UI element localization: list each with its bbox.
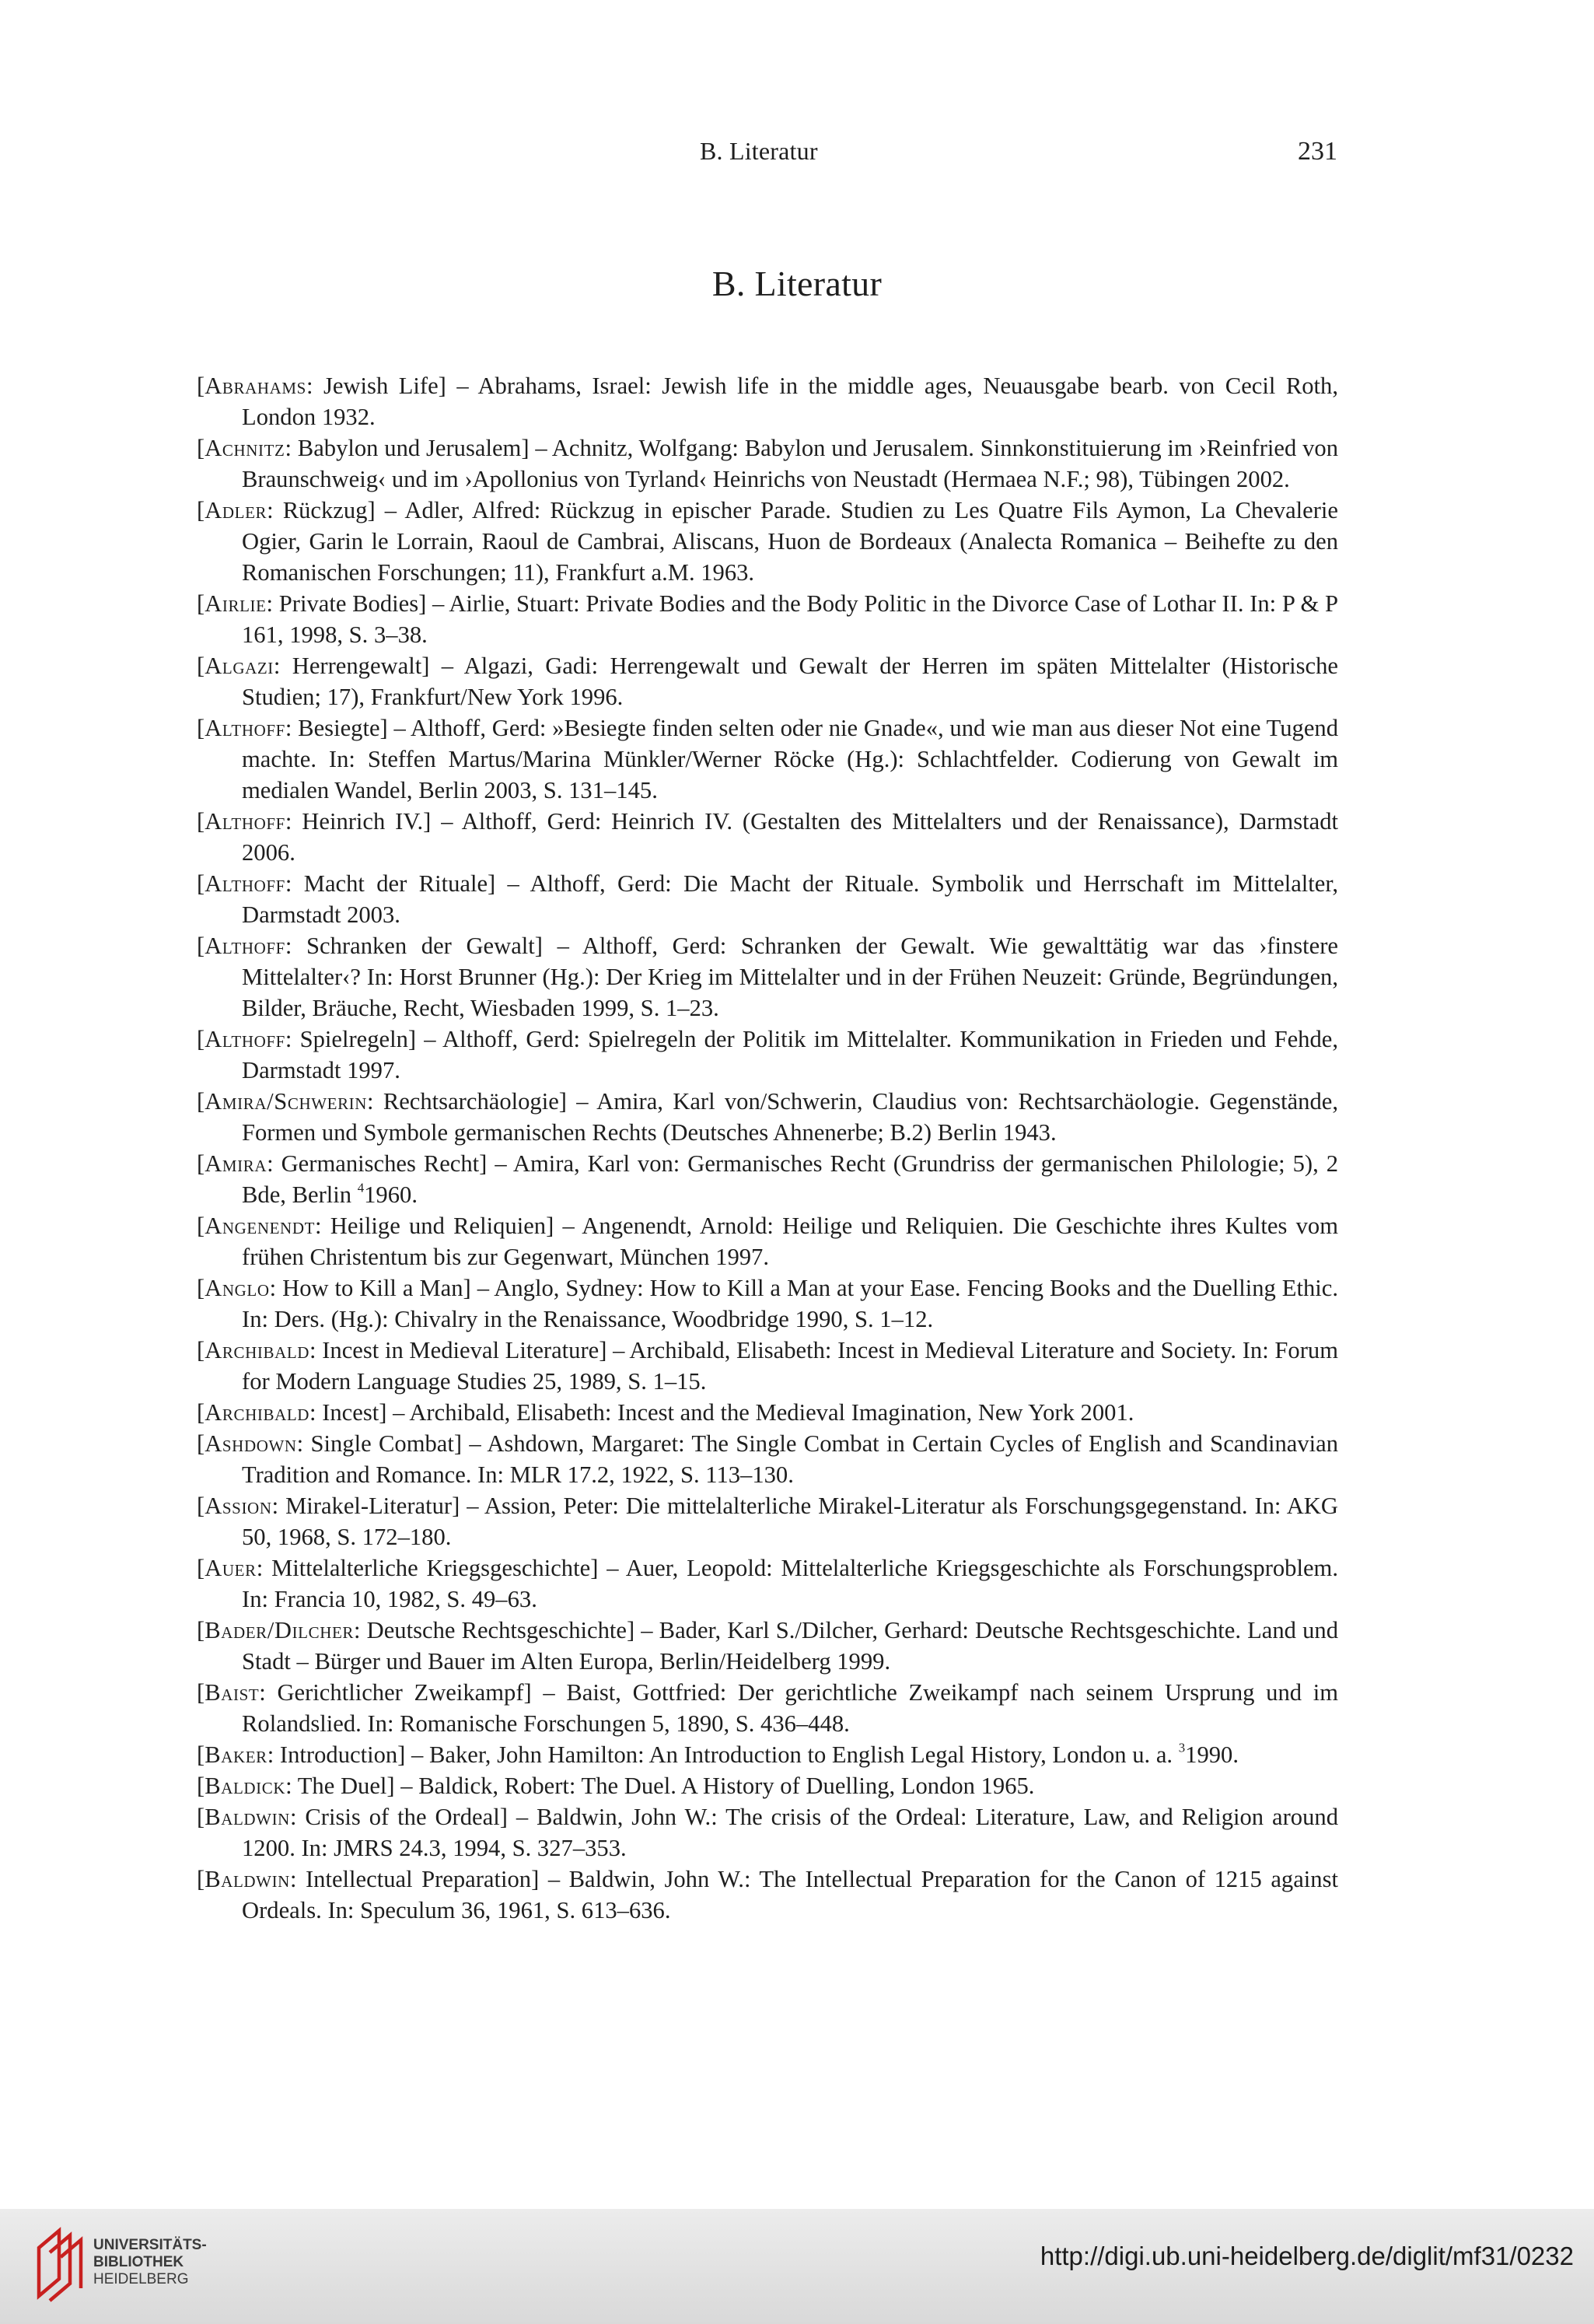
edition-superscript: 3 [1178, 1740, 1186, 1755]
entry-citation: – Althoff, Gerd: Schranken der Gewalt. Wie gewalttätig war das ›finstere Mittelalter‹? In: Horst Brunner (Hg.): Der Krieg im Mittelalter und in der Frühen Neuzeit: Gründe, Begründungen, Bilder, Bräuche, Recht, Wiesbaden 1999, S. 1–23. [242, 933, 1338, 1021]
bibliography-entry: [Althoff: Spielregeln] – Althoff, Gerd: Spielregeln der Politik im Mittelalter. Kommunikation in Frieden und Fehde, Darmstadt 1997. [197, 1026, 1338, 1083]
bibliography-entry: [Baldwin: Intellectual Preparation] – Baldwin, John W.: The Intellectual Preparation for the Canon of 1215 against Ordeals. In: Speculum 36, 1961, S. 613–636. [197, 1866, 1338, 1923]
entry-author-key: Airlie [204, 590, 267, 617]
entry-citation: – Althoff, Gerd: Spielregeln der Politik im Mittelalter. Kommunikation in Frieden und Fehde, Darmstadt 1997. [242, 1026, 1338, 1083]
entry-author-key: Althoff [204, 870, 285, 897]
bibliography-entry: [Airlie: Private Bodies] – Airlie, Stuart: Private Bodies and the Body Politic in the Divorce Case of Lothar II. In: P & P 161, 1998, S. 3–38. [197, 590, 1338, 648]
footer-band [0, 2209, 1594, 2324]
entry-citation: – Baldwin, John W.: The Intellectual Preparation for the Canon of 1215 against Ordeals. In: Speculum 36, 1961, S. 613–636. [242, 1866, 1338, 1923]
entry-short-title: : Incest] [309, 1399, 387, 1426]
library-name-line: UNIVERSITÄTS- [93, 2237, 207, 2253]
entry-short-title: : Heilige und Reliquien] [315, 1213, 554, 1239]
entry-author-key: Althoff [204, 1026, 285, 1052]
entry-citation: – Baldick, Robert: The Duel. A History of Duelling, London 1965. [394, 1773, 1035, 1799]
entry-citation: – Algazi, Gadi: Herrengewalt und Gewalt der Herren im späten Mittelalter (Historische Studien; 17), Frankfurt/New York 1996. [242, 653, 1338, 710]
entry-author-key: Abrahams [204, 373, 306, 399]
bibliography-entry: [Achnitz: Babylon und Jerusalem] – Achnitz, Wolfgang: Babylon und Jerusalem. Sinnkonstituierung im ›Reinfried von Braunschweig‹ und im ›Apollonius von Tyrland‹ Heinrichs von Neustadt (Hermaea N.F.; 98), Tübingen 2002. [197, 435, 1338, 492]
entry-short-title: : Heinrich IV.] [285, 808, 432, 835]
bibliography-entry: [Archibald: Incest] – Archibald, Elisabeth: Incest and the Medieval Imagination, New York 2001. [197, 1399, 1134, 1426]
entry-short-title: : Macht der Rituale] [285, 870, 496, 897]
entry-author-key: Althoff [204, 933, 285, 959]
bibliography-entry: [Bader/Dilcher: Deutsche Rechtsgeschichte] – Bader, Karl S./Dilcher, Gerhard: Deutsche Rechtsgeschichte. Land und Stadt – Bürger und Bauer im Alten Europa, Berlin/Heidelberg 1999. [197, 1617, 1338, 1675]
entry-short-title: : Private Bodies] [266, 590, 427, 617]
entry-author-key: Algazi [204, 653, 274, 679]
entry-short-title: : Jewish Life] [306, 373, 446, 399]
entry-citation: – Achnitz, Wolfgang: Babylon und Jerusalem. Sinnkonstituierung im ›Reinfried von Braunschweig‹ und im ›Apollonius von Tyrland‹ Heinrichs von Neustadt (Hermaea N.F.; 98), Tübingen 2002. [242, 435, 1338, 492]
bibliography-entry: [Angenendt: Heilige und Reliquien] – Angenendt, Arnold: Heilige und Reliquien. Die Geschichte ihres Kultes vom frühen Christentum bis zur Gegenwart, München 1997. [197, 1213, 1339, 1270]
entry-citation: – Althoff, Gerd: Heinrich IV. (Gestalten des Mittelalters und der Renaissance), Darmstadt 2006. [242, 808, 1338, 866]
entry-short-title: : Mirakel-Literatur] [271, 1493, 460, 1519]
entry-short-title: : Babylon und Jerusalem] [285, 435, 530, 461]
entry-author-key: Assion [204, 1493, 272, 1519]
entry-author-key: Althoff [204, 715, 285, 741]
entry-author-key: Angenendt [204, 1213, 316, 1239]
source-url-link[interactable]: http://digi.ub.uni-heidelberg.de/diglit/mf31/0232 [1040, 2242, 1574, 2270]
bibliography-entry: [Algazi: Herrengewalt] – Algazi, Gadi: Herrengewalt und Gewalt der Herren im späten Mittelalter (Historische Studien; 17), Frankfurt/New York 1996. [197, 653, 1338, 710]
entry-citation: – Althoff, Gerd: Die Macht der Rituale. Symbolik und Herrschaft im Mittelalter, Darmstadt 2003. [242, 870, 1338, 928]
entry-short-title: : Single Combat] [296, 1430, 463, 1457]
edition-superscript: 4 [357, 1180, 365, 1195]
bibliography-entry: [Amira/Schwerin: Rechtsarchäologie] – Amira, Karl von/Schwerin, Claudius von: Rechtsarchäologie. Gegenstände, Formen und Symbole germanischen Rechts (Deutsches Ahnenerbe; B.2) Berlin 1943. [197, 1088, 1339, 1146]
bibliography-entry: [Auer: Mittelalterliche Kriegsgeschichte] – Auer, Leopold: Mittelalterliche Kriegsgeschichte als Forschungsproblem. In: Francia 10, 1982, S. 49–63. [197, 1555, 1339, 1612]
entry-citation: – Archibald, Elisabeth: Incest and the Medieval Imagination, New York 2001. [386, 1399, 1134, 1426]
entry-short-title: : Besiegte] [285, 715, 388, 741]
entry-short-title: : How to Kill a Man] [269, 1275, 471, 1301]
entry-citation: – Bader, Karl S./Dilcher, Gerhard: Deutsche Rechtsgeschichte. Land und Stadt – Bürger und Bauer im Alten Europa, Berlin/Heidelberg 1999. [242, 1617, 1338, 1675]
entry-short-title: : Spielregeln] [285, 1026, 417, 1052]
entry-short-title: : Gerichtlicher Zweikampf] [259, 1679, 532, 1706]
entry-short-title: : Deutsche Rechtsgeschichte] [354, 1617, 635, 1643]
entry-short-title: : Rechtsarchäologie] [367, 1088, 567, 1115]
entry-author-key: Baldwin [204, 1866, 290, 1892]
library-name-line: BIBLIOTHEK [93, 2254, 184, 2270]
entry-citation-end: 1990. [1185, 1741, 1239, 1768]
entry-citation: – Althoff, Gerd: »Besiegte finden selten oder nie Gnade«, und wie man aus dieser Not eine Tugend machte. In: Steffen Martus/Marina Münkler/Werner Röcke (Hg.): Schlachtfelder. Codierung von Gewalt im medialen Wandel, Berlin 2003, S. 131–145. [242, 715, 1338, 803]
entry-author-key: Auer [204, 1555, 257, 1581]
entry-citation: – Baist, Gottfried: Der gerichtliche Zweikampf nach seinem Ursprung und im Rolandslied. In: Romanische Forschungen 5, 1890, S. 436–448. [242, 1679, 1338, 1737]
entry-author-key: Baldick [204, 1773, 286, 1799]
entry-short-title: : Crisis of the Ordeal] [289, 1804, 508, 1830]
entry-citation: – Baker, John Hamilton: An Introduction to English Legal History, London u. a. [405, 1741, 1179, 1768]
entry-citation: – Assion, Peter: Die mittelalterliche Mirakel-Literatur als Forschungsgegenstand. In: AKG 50, 1968, S. 172–180. [242, 1493, 1338, 1550]
section-title: B. Literatur [711, 264, 883, 303]
bibliography-entry: [Baist: Gerichtlicher Zweikampf] – Baist, Gottfried: Der gerichtliche Zweikampf nach seinem Ursprung und im Rolandslied. In: Romanische Forschungen 5, 1890, S. 436–448. [197, 1679, 1338, 1737]
entry-citation: – Ashdown, Margaret: The Single Combat in Certain Cycles of English and Scandinavian Tradition and Romance. In: MLR 17.2, 1922, S. 113–130. [242, 1430, 1338, 1488]
entry-author-key: Anglo [204, 1275, 270, 1301]
entry-author-key: Baist [204, 1679, 260, 1706]
entry-short-title: : Mittelalterliche Kriegsgeschichte] [256, 1555, 599, 1581]
entry-author-key: Amira [204, 1150, 267, 1177]
running-title: B. Literatur [700, 137, 818, 165]
library-logo-icon [36, 2224, 87, 2302]
entry-short-title: : Intellectual Preparation] [289, 1866, 540, 1892]
entry-citation: – Auer, Leopold: Mittelalterliche Kriegsgeschichte als Forschungsproblem. In: Francia 10, 1982, S. 49–63. [242, 1555, 1339, 1612]
entry-author-key: Adler [204, 497, 267, 523]
library-name-line: HEIDELBERG [93, 2271, 189, 2287]
bibliography-entry: [Baker: Introduction] – Baker, John Hamilton: An Introduction to English Legal History, London u. a. $^3$1990. [197, 1740, 1239, 1768]
entry-author-key: Bader/Dilcher [204, 1617, 354, 1643]
library-name [93, 2237, 207, 2288]
bibliography-entry: [Althoff: Heinrich IV.] – Althoff, Gerd: Heinrich IV. (Gestalten des Mittelalters und der Renaissance), Darmstadt 2006. [197, 808, 1338, 866]
bibliography-entry: [Amira: Germanisches Recht] – Amira, Karl von: Germanisches Recht (Grundriss der germanischen Philologie; 5), 2 Bde, Berlin $^4$1960. [197, 1150, 1338, 1208]
bibliography-entry: [Baldwin: Crisis of the Ordeal] – Baldwin, John W.: The crisis of the Ordeal: Literature, Law, and Religion around 1200. In: JMRS 24.3, 1994, S. 327–353. [197, 1804, 1338, 1861]
bibliography-entry: [Althoff: Schranken der Gewalt] – Althoff, Gerd: Schranken der Gewalt. Wie gewalttätig war das ›finstere Mittelalter‹? In: Horst Brunner (Hg.): Der Krieg im Mittelalter und in der Frühen Neuzeit: Gründe, Begründungen, Bilder, Bräuche, Recht, Wiesbaden 1999, S. 1–23. [197, 933, 1338, 1021]
bibliography-entry: [Abrahams: Jewish Life] – Abrahams, Israel: Jewish life in the middle ages, Neuausgabe bearb. von Cecil Roth, London 1932. [197, 373, 1338, 430]
entry-short-title: : Schranken der Gewalt] [285, 933, 543, 959]
entry-short-title: : Incest in Medieval Literature] [309, 1337, 607, 1363]
entry-citation: – Baldwin, John W.: The crisis of the Ordeal: Literature, Law, and Religion around 1200. In: JMRS 24.3, 1994, S. 327–353. [242, 1804, 1338, 1861]
entry-short-title: : The Duel] [285, 1773, 395, 1799]
bibliography-entry: [Assion: Mirakel-Literatur] – Assion, Peter: Die mittelalterliche Mirakel-Literatur als Forschungsgegenstand. In: AKG 50, 1968, S. 172–180. [197, 1493, 1338, 1550]
entry-author-key: Baldwin [204, 1804, 290, 1830]
entry-short-title: : Rückzug] [267, 497, 376, 523]
bibliography-entry: [Althoff: Macht der Rituale] – Althoff, Gerd: Die Macht der Rituale. Symbolik und Herrschaft im Mittelalter, Darmstadt 2003. [197, 870, 1338, 928]
entry-author-key: Ashdown [204, 1430, 297, 1457]
entry-citation-end: 1960. [364, 1181, 418, 1208]
entry-citation: – Anglo, Sydney: How to Kill a Man at your Ease. Fencing Books and the Duelling Ethic. In: Ders. (Hg.): Chivalry in the Renaissance, Woodbridge 1990, S. 1–12. [242, 1275, 1338, 1332]
entry-author-key: Archibald [204, 1337, 310, 1363]
bibliography-list [197, 370, 1338, 1926]
entry-short-title: : Germanisches Recht] [267, 1150, 488, 1177]
entry-author-key: Achnitz [204, 435, 285, 461]
entry-citation: – Abrahams, Israel: Jewish life in the middle ages, Neuausgabe bearb. von Cecil Roth, London 1932. [242, 373, 1338, 430]
entry-author-key: Archibald [204, 1399, 310, 1426]
bibliography-entry: [Adler: Rückzug] – Adler, Alfred: Rückzug in epischer Parade. Studien zu Les Quatre Fils Aymon, La Chevalerie Ogier, Garin le Lorrain, Raoul de Cambrai, Aliscans, Huon de Bordeaux (Analecta Romanica – Beihefte zu den Romanischen Forschungen; 11), Frankfurt a.M. 1963. [197, 497, 1338, 586]
bibliography-entry: [Baldick: The Duel] – Baldick, Robert: The Duel. A History of Duelling, London 1965. [197, 1773, 1035, 1799]
running-head [0, 137, 1594, 176]
page-number: 231 [1298, 137, 1337, 166]
entry-short-title: : Herrengewalt] [273, 653, 430, 679]
entry-short-title: : Introduction] [267, 1741, 406, 1768]
entry-citation: – Amira, Karl von/Schwerin, Claudius von: Rechtsarchäologie. Gegenstände, Formen und Symbole germanischen Rechts (Deutsches Ahnenerbe; B.2) Berlin 1943. [242, 1088, 1339, 1146]
entry-citation: – Adler, Alfred: Rückzug in epischer Parade. Studien zu Les Quatre Fils Aymon, La Chevalerie Ogier, Garin le Lorrain, Raoul de Cambrai, Aliscans, Huon de Bordeaux (Analecta Romanica – Beihefte zu den Romanischen Forschungen; 11), Frankfurt a.M. 1963. [242, 497, 1338, 586]
entry-citation: – Angenendt, Arnold: Heilige und Reliquien. Die Geschichte ihres Kultes vom frühen Christentum bis zur Gegenwart, München 1997. [242, 1213, 1339, 1270]
bibliography-entry: [Ashdown: Single Combat] – Ashdown, Margaret: The Single Combat in Certain Cycles of English and Scandinavian Tradition and Romance. In: MLR 17.2, 1922, S. 113–130. [197, 1430, 1338, 1488]
entry-author-key: Amira/Schwerin [204, 1088, 368, 1115]
entry-author-key: Althoff [204, 808, 285, 835]
bibliography-entry: [Archibald: Incest in Medieval Literature] – Archibald, Elisabeth: Incest in Medieval Literature and Society. In: Forum for Modern Language Studies 25, 1989, S. 1–15. [197, 1337, 1338, 1395]
entry-citation: – Amira, Karl von: Germanisches Recht (Grundriss der germanischen Philologie; 5), 2 Bde, Berlin [242, 1150, 1338, 1208]
entry-citation: – Airlie, Stuart: Private Bodies and the Body Politic in the Divorce Case of Lothar II. In: P & P 161, 1998, S. 3–38. [242, 590, 1338, 648]
entry-author-key: Baker [204, 1741, 267, 1768]
bibliography-entry: [Althoff: Besiegte] – Althoff, Gerd: »Besiegte finden selten oder nie Gnade«, und wie man aus dieser Not eine Tugend machte. In: Steffen Martus/Marina Münkler/Werner Röcke (Hg.): Schlachtfelder. Codierung von Gewalt im medialen Wandel, Berlin 2003, S. 131–145. [197, 715, 1338, 803]
entry-citation: – Archibald, Elisabeth: Incest in Medieval Literature and Society. In: Forum for Modern Language Studies 25, 1989, S. 1–15. [242, 1337, 1338, 1395]
bibliography-entry: [Anglo: How to Kill a Man] – Anglo, Sydney: How to Kill a Man at your Ease. Fencing Books and the Duelling Ethic. In: Ders. (Hg.): Chivalry in the Renaissance, Woodbridge 1990, S. 1–12. [197, 1275, 1338, 1332]
